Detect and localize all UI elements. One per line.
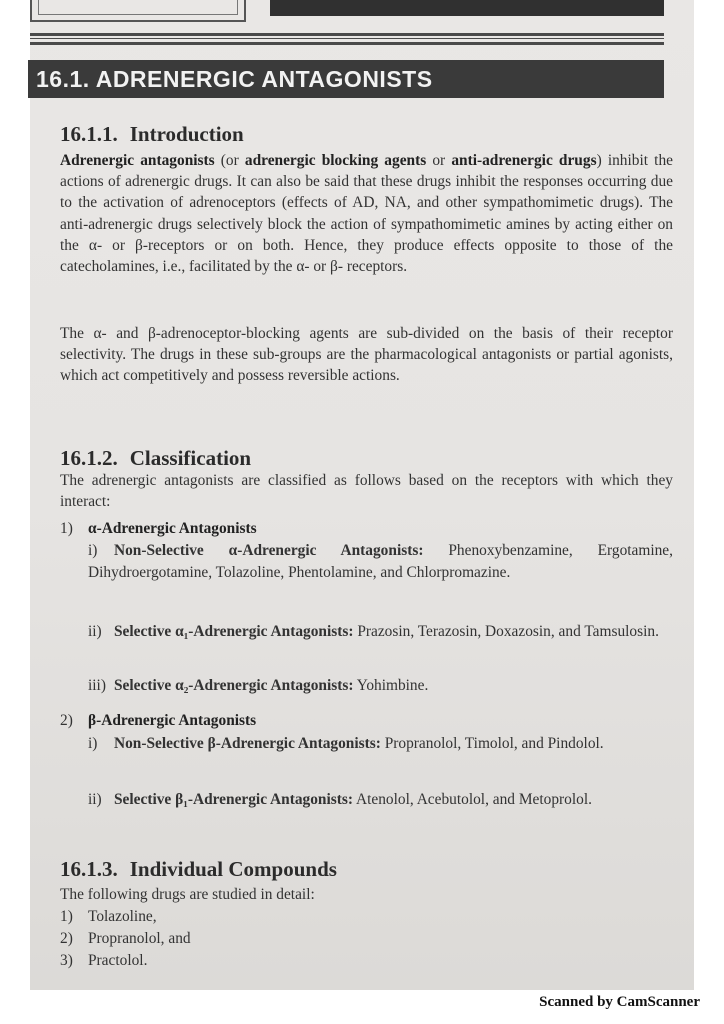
beta-non-selective [88,733,673,755]
beta-1-selective [88,789,673,811]
text-run: (or [214,152,245,169]
divider-rule [30,33,664,36]
alpha-group-title [60,518,257,539]
item-label: Non-Selective α-Adrenergic Antagonists: [114,542,424,559]
compounds-intro: The following drugs are studied in detail: [60,886,315,903]
alpha-1-selective [88,621,673,643]
list-marker: 2) [60,712,73,729]
list-marker: i) [88,542,98,559]
classification-heading [60,446,251,471]
list-marker: i) [88,735,98,752]
compound-item [60,950,147,971]
alpha-2-selective [88,675,673,697]
item-text: Propranolol, Timolol, and Pindolol. [380,735,604,752]
classification-intro: The adrenergic antagonists are classified as follows based on the receptors with which they interact: [60,472,673,511]
compound-item [60,928,191,949]
item-label: Selective α₂-Adrenergic Antagonists: [114,677,354,694]
introduction-heading [60,122,244,147]
alpha-non-selective [88,540,673,583]
item-label: Selective α₁-Adrenergic Antagonists: [114,623,354,640]
heading-text: Introduction [129,122,244,146]
section-banner [28,60,664,98]
section-title-text: ADRENERGIC ANTAGONISTS [95,66,433,92]
compound-name: Practolol. [88,952,148,969]
bold-term: adrenergic blocking agents [244,152,427,169]
group-title: α-Adrenergic Antagonists [88,520,257,537]
compounds-heading [60,857,337,882]
scanner-watermark: Scanned by CamScanner [539,994,700,1010]
item-text: Yohimbine. [353,677,429,694]
list-marker: 2) [60,930,73,947]
heading-text: Classification [129,446,252,470]
section-number: 16.1. [36,66,90,92]
divider-rule [30,38,664,39]
compound-name: Propranolol, and [88,930,191,947]
list-marker: 3) [60,952,73,969]
bold-term: Adrenergic antagonists [60,152,215,169]
text-run: ) inhibit the actions of adrenergic drugs. It can also be said that these drugs inhibit the responses occurring due to the activation of adrenoceptors (effects of AD, NA, and other sympathomimetic drugs). The anti-adrenergic drugs selectively block the action of sympathomimetic amines by acting either on the α- or β-receptors or on both. Hence, they produce effects opposite to those of the catecholamines, i.e., facilitated by the α- or β- receptors. [60,152,673,276]
compound-item [60,906,157,927]
heading-number: 16.1.3. [60,857,118,881]
list-marker: 1) [60,908,73,925]
beta-group-title [60,710,256,731]
bold-term: anti-adrenergic drugs [451,152,597,169]
introduction-paragraph-2: The α- and β-adrenoceptor-blocking agents are sub-divided on the basis of their receptor selectivity. The drugs in these sub-groups are the pharmacological antagonists or partial agonists, which act competitively and possess reversible actions. [60,325,673,385]
introduction-paragraph-1 [60,150,673,277]
list-marker: iii) [88,677,106,694]
header-bar [270,0,664,16]
list-marker: 1) [60,520,73,537]
item-label: Selective β₁-Adrenergic Antagonists: [114,791,353,808]
item-text: Phenoxybenzamine, Ergotamine, Dihydroergotamine, Tolazoline, Phentolamine, and Chlorpromazine. [88,542,673,581]
item-label: Non-Selective β-Adrenergic Antagonists: [114,735,381,752]
list-marker: ii) [88,791,102,808]
list-marker: ii) [88,623,102,640]
item-text: Prazosin, Terazosin, Doxazosin, and Tamsulosin. [353,623,659,640]
header-frame [30,0,246,22]
item-text: Atenolol, Acebutolol, and Metoprolol. [352,791,592,808]
heading-number: 16.1.2. [60,446,118,470]
heading-text: Individual Compounds [129,857,337,881]
divider-rule [30,42,664,45]
compound-name: Tolazoline, [88,908,157,925]
group-title: β-Adrenergic Antagonists [88,712,257,729]
text-run: or [426,152,452,169]
heading-number: 16.1.1. [60,122,118,146]
section-title [36,66,433,93]
